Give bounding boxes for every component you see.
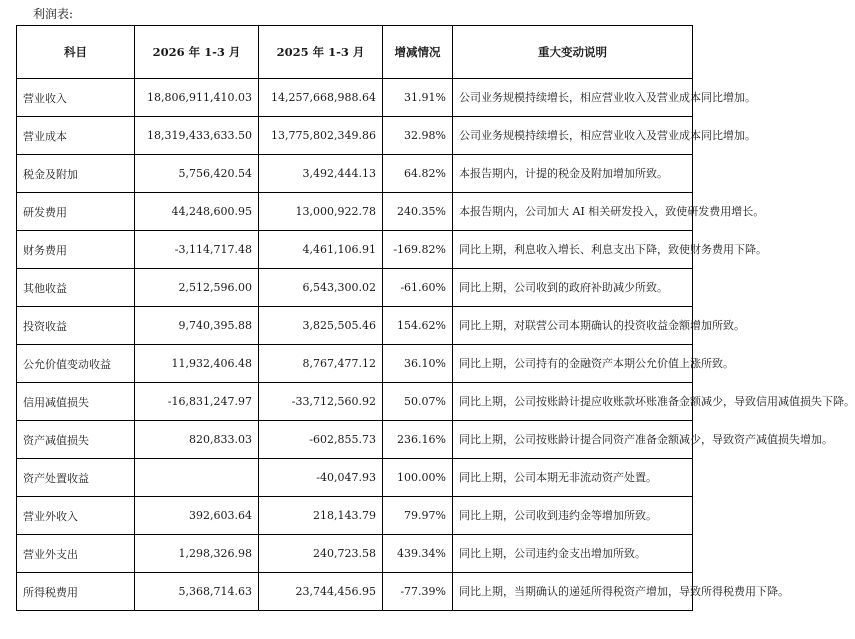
row-explanation: 同比上期，公司按账龄计提合同资产准备金额减少，导致资产减值损失增加。 xyxy=(453,421,693,459)
row-prior-value: 240,723.58 xyxy=(259,535,383,573)
table-caption: 利润表: xyxy=(33,7,74,21)
row-explanation: 同比上期，公司收到违约金等增加所致。 xyxy=(453,497,693,535)
row-explanation: 公司业务规模持续增长，相应营业收入及营业成本同比增加。 xyxy=(453,79,693,117)
row-explanation: 本报告期内，公司加大 AI 相关研发投入，致使研发费用增长。 xyxy=(453,193,693,231)
row-prior-value: 218,143.79 xyxy=(259,497,383,535)
table-row xyxy=(17,117,693,155)
row-change-percent: 50.07% xyxy=(383,383,453,421)
row-prior-value: 23,744,456.95 xyxy=(259,573,383,611)
row-current-value xyxy=(135,459,259,497)
row-change-percent: -77.39% xyxy=(383,573,453,611)
row-change-percent: 100.00% xyxy=(383,459,453,497)
row-explanation: 同比上期，公司本期无非流动资产处置。 xyxy=(453,459,693,497)
table-row xyxy=(17,307,693,345)
row-current-value: 392,603.64 xyxy=(135,497,259,535)
row-subject: 营业收入 xyxy=(17,79,135,117)
row-subject: 研发费用 xyxy=(17,193,135,231)
row-change-percent: 154.62% xyxy=(383,307,453,345)
row-change-percent: -61.60% xyxy=(383,269,453,307)
row-subject: 投资收益 xyxy=(17,307,135,345)
row-explanation: 同比上期，公司持有的金融资产本期公允价值上涨所致。 xyxy=(453,345,693,383)
header-change: 增减情况 xyxy=(383,26,453,79)
row-change-percent: -169.82% xyxy=(383,231,453,269)
row-explanation: 同比上期，对联营公司本期确认的投资收益金额增加所致。 xyxy=(453,307,693,345)
table-row xyxy=(17,497,693,535)
header-explanation: 重大变动说明 xyxy=(453,26,693,79)
row-prior-value: 13,775,802,349.86 xyxy=(259,117,383,155)
table-row xyxy=(17,421,693,459)
row-prior-value: 3,492,444.13 xyxy=(259,155,383,193)
header-current-period: 2026 年 1-3 月 xyxy=(135,26,259,79)
row-prior-value: 14,257,668,988.64 xyxy=(259,79,383,117)
header-subject: 科目 xyxy=(17,26,135,79)
row-current-value: 5,368,714.63 xyxy=(135,573,259,611)
table-header-row xyxy=(17,26,693,79)
row-change-percent: 31.91% xyxy=(383,79,453,117)
row-current-value: 1,298,326.98 xyxy=(135,535,259,573)
row-subject: 信用减值损失 xyxy=(17,383,135,421)
row-change-percent: 439.34% xyxy=(383,535,453,573)
row-change-percent: 32.98% xyxy=(383,117,453,155)
table-row xyxy=(17,79,693,117)
row-change-percent: 236.16% xyxy=(383,421,453,459)
row-subject: 资产处置收益 xyxy=(17,459,135,497)
row-subject: 税金及附加 xyxy=(17,155,135,193)
row-explanation: 本报告期内，计提的税金及附加增加所致。 xyxy=(453,155,693,193)
row-prior-value: -40,047.93 xyxy=(259,459,383,497)
table-row xyxy=(17,459,693,497)
table-row xyxy=(17,573,693,611)
income-statement-table xyxy=(16,25,855,611)
row-current-value: 2,512,596.00 xyxy=(135,269,259,307)
table-row xyxy=(17,269,693,307)
row-change-percent: 79.97% xyxy=(383,497,453,535)
table-row xyxy=(17,155,693,193)
row-explanation: 同比上期，当期确认的递延所得税资产增加，导致所得税费用下降。 xyxy=(453,573,693,611)
row-current-value: 18,806,911,410.03 xyxy=(135,79,259,117)
row-current-value: 18,319,433,633.50 xyxy=(135,117,259,155)
row-explanation: 同比上期，公司按账龄计提应收账款坏账准备金额减少，导致信用减值损失下降。 xyxy=(453,383,693,421)
row-prior-value: 4,461,106.91 xyxy=(259,231,383,269)
table-row xyxy=(17,345,693,383)
header-prior-period: 2025 年 1-3 月 xyxy=(259,26,383,79)
table-row xyxy=(17,193,693,231)
row-current-value: 9,740,395.88 xyxy=(135,307,259,345)
row-prior-value: -602,855.73 xyxy=(259,421,383,459)
row-prior-value: 13,000,922.78 xyxy=(259,193,383,231)
row-subject: 公允价值变动收益 xyxy=(17,345,135,383)
row-current-value: -3,114,717.48 xyxy=(135,231,259,269)
row-explanation: 同比上期，公司违约金支出增加所致。 xyxy=(453,535,693,573)
row-change-percent: 64.82% xyxy=(383,155,453,193)
row-subject: 资产减值损失 xyxy=(17,421,135,459)
row-subject: 财务费用 xyxy=(17,231,135,269)
row-change-percent: 240.35% xyxy=(383,193,453,231)
row-subject: 所得税费用 xyxy=(17,573,135,611)
row-subject: 营业外收入 xyxy=(17,497,135,535)
table-row xyxy=(17,535,693,573)
row-change-percent: 36.10% xyxy=(383,345,453,383)
row-explanation: 公司业务规模持续增长，相应营业收入及营业成本同比增加。 xyxy=(453,117,693,155)
row-prior-value: -33,712,560.92 xyxy=(259,383,383,421)
row-current-value: -16,831,247.97 xyxy=(135,383,259,421)
row-prior-value: 8,767,477.12 xyxy=(259,345,383,383)
row-subject: 其他收益 xyxy=(17,269,135,307)
row-current-value: 44,248,600.95 xyxy=(135,193,259,231)
row-current-value: 5,756,420.54 xyxy=(135,155,259,193)
row-subject: 营业外支出 xyxy=(17,535,135,573)
table-row xyxy=(17,231,693,269)
row-explanation: 同比上期，公司收到的政府补助减少所致。 xyxy=(453,269,693,307)
row-prior-value: 3,825,505.46 xyxy=(259,307,383,345)
row-explanation: 同比上期，利息收入增长、利息支出下降，致使财务费用下降。 xyxy=(453,231,693,269)
row-subject: 营业成本 xyxy=(17,117,135,155)
row-current-value: 820,833.03 xyxy=(135,421,259,459)
row-prior-value: 6,543,300.02 xyxy=(259,269,383,307)
row-current-value: 11,932,406.48 xyxy=(135,345,259,383)
table-row xyxy=(17,383,693,421)
